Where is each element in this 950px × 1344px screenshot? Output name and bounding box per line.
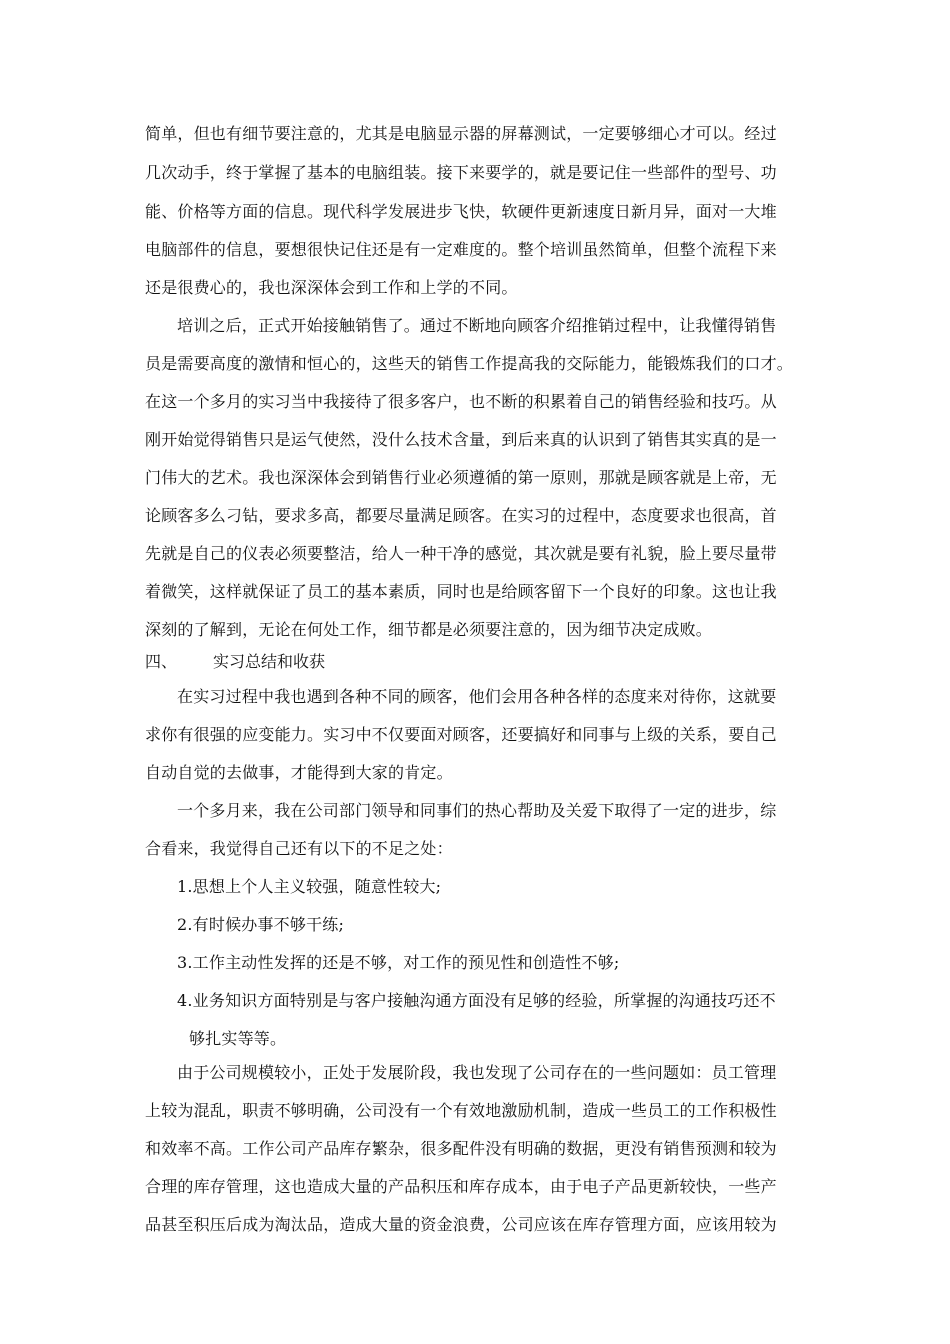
text-line: 品甚至积压后成为淘汰品，造成大量的资金浪费，公司应该在库存管理方面，应该用较为 xyxy=(145,1215,777,1234)
text-line: 求你有很强的应变能力。实习中不仅要面对顾客，还要搞好和同事与上级的关系，要自己 xyxy=(145,725,777,744)
text-line: 能、价格等方面的信息。现代科学发展进步飞快，软硬件更新速度日新月异，面对一大堆 xyxy=(145,202,777,221)
list-item: 4.业务知识方面特别是与客户接触沟通方面没有足够的经验，所掌握的沟通技巧还不 xyxy=(177,991,776,1010)
text-line: 论顾客多么刁钻，要求多高，都要尽量满足顾客。在实习的过程中，态度要求也很高，首 xyxy=(145,506,777,525)
text-line: 几次动手，终于掌握了基本的电脑组装。接下来要学的，就是要记住一些部件的型号、功 xyxy=(145,163,777,182)
text-line: 合理的库存管理，这也造成大量的产品积压和库存成本，由于电子产品更新较快，一些产 xyxy=(145,1177,777,1196)
list-item-continuation: 够扎实等等。 xyxy=(189,1029,287,1048)
text-line: 和效率不高。工作公司产品库存繁杂，很多配件没有明确的数据，更没有销售预测和较为 xyxy=(145,1139,777,1158)
text-line: 简单，但也有细节要注意的，尤其是电脑显示器的屏幕测试，一定要够细心才可以。经过 xyxy=(145,124,777,143)
list-item: 2.有时候办事不够干练; xyxy=(177,915,345,934)
text-line: 自动自觉的去做事，才能得到大家的肯定。 xyxy=(145,763,453,782)
text-line: 一个多月来，我在公司部门领导和同事们的热心帮助及关爱下取得了一定的进步，综 xyxy=(177,801,777,820)
text-line: 上较为混乱，职责不够明确，公司没有一个有效地激励机制，造成一些员工的工作积极性 xyxy=(145,1101,777,1120)
text-line: 门伟大的艺术。我也深深体会到销售行业必须遵循的第一原则，那就是顾客就是上帝，无 xyxy=(145,468,777,487)
text-line: 合看来，我觉得自己还有以下的不足之处： xyxy=(145,839,453,858)
section-number: 四、 xyxy=(145,652,178,671)
list-item: 1.思想上个人主义较强，随意性较大; xyxy=(177,877,442,896)
section-title: 实习总结和收获 xyxy=(213,652,326,671)
text-line: 在这一个多月的实习当中我接待了很多客户，也不断的积累着自己的销售经验和技巧。从 xyxy=(145,392,777,411)
text-line: 由于公司规模较小，正处于发展阶段，我也发现了公司存在的一些问题如：员工管理 xyxy=(177,1063,777,1082)
text-line: 在实习过程中我也遇到各种不同的顾客，他们会用各种各样的态度来对待你，这就要 xyxy=(177,687,777,706)
section-heading xyxy=(145,652,325,672)
text-line: 电脑部件的信息，要想很快记住还是有一定难度的。整个培训虽然简单，但整个流程下来 xyxy=(145,240,777,259)
text-line: 先就是自己的仪表必须要整洁，给人一种干净的感觉，其次就是要有礼貌，脸上要尽量带 xyxy=(145,544,777,563)
list-item: 3.工作主动性发挥的还是不够，对工作的预见性和创造性不够; xyxy=(177,953,620,972)
text-line: 还是很费心的，我也深深体会到工作和上学的不同。 xyxy=(145,278,518,297)
text-line: 着微笑，这样就保证了员工的基本素质，同时也是给顾客留下一个良好的印象。这也让我 xyxy=(145,582,777,601)
text-line: 深刻的了解到，无论在何处工作，细节都是必须要注意的，因为细节决定成败。 xyxy=(145,620,713,639)
text-line: 培训之后，正式开始接触销售了。通过不断地向顾客介绍推销过程中，让我懂得销售 xyxy=(177,316,777,335)
text-line: 刚开始觉得销售只是运气使然，没什么技术含量，到后来真的认识到了销售其实真的是一 xyxy=(145,430,777,449)
text-line: 员是需要高度的激情和恒心的，这些天的销售工作提高我的交际能力，能锻炼我们的口才。 xyxy=(145,354,794,373)
